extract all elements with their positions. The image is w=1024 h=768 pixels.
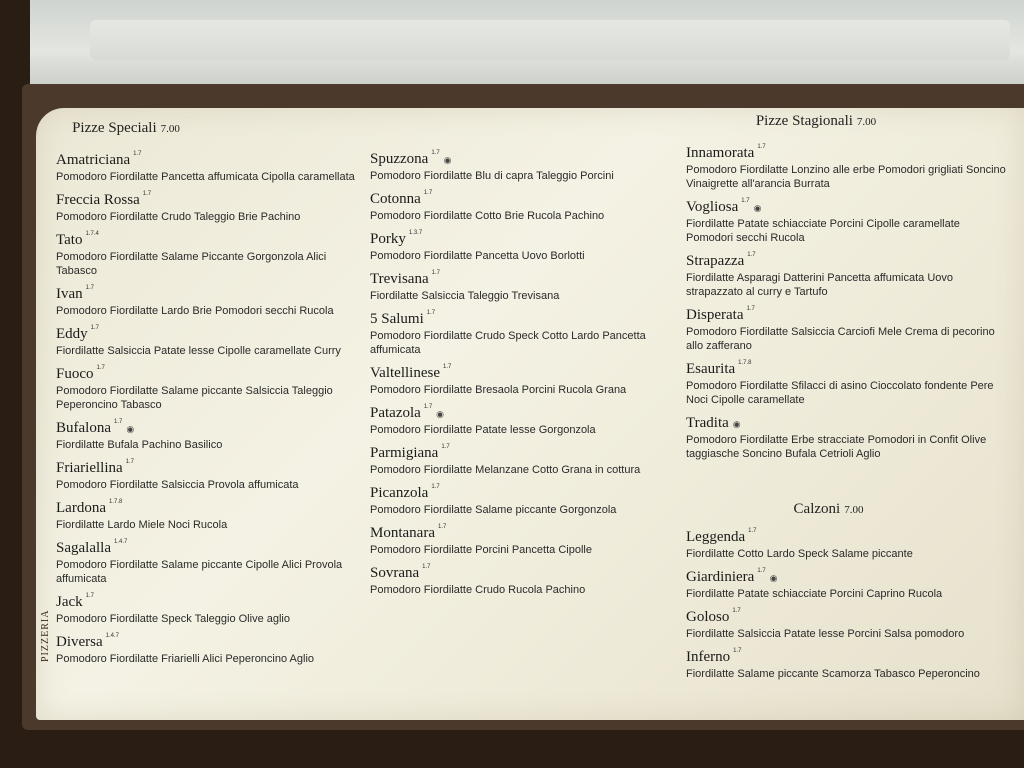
section-title-text: Calzoni [793,501,841,517]
menu-item-description: Fiordilatte Salsiccia Taleggio Trevisana [370,290,560,302]
menu-item-header [686,414,1006,432]
menu-item-header [686,360,1006,378]
allergen-codes: 1.7 [133,151,142,157]
menu-item-description: Pomodoro Fiordilatte Crudo Speck Cotto Lardo Pancetta affumicata [370,330,646,356]
side-label: PIZZERIA [40,609,51,662]
menu-item-description: Pomodoro Fiordilatte Salame piccante Cipolle Alici Provola affumicata [56,559,343,585]
allergen-codes: 1.3.7 [408,230,423,236]
menu-item-name: Disperata [686,307,744,323]
section-title-calzoni [651,501,1006,518]
allergen-codes: 1.7 [441,444,450,450]
menu-item-name: Giardiniera [686,569,755,585]
allergen-codes: 1.7 [142,191,152,197]
menu-item-name: Fuoco [56,366,94,382]
column-stagionali [686,113,1006,688]
allergen-codes: 1.4.7 [113,539,128,545]
menu-item-header [686,608,1006,626]
allergen-codes: 1.7 [423,404,433,410]
menu-item-description: Pomodoro Fiordilatte Pancetta affumicata Cipolla caramellata [56,171,355,183]
menu-item-header [56,151,356,169]
allergen-codes: 1.7 [90,325,100,331]
menu-item-description: Fiordilatte Salsiccia Patate lesse Cipolle caramellate Curry [56,345,341,357]
allergen-codes: 1.7 [732,608,741,614]
menu-item-name: Goloso [686,609,730,625]
allergen-codes: 1.7 [442,364,452,370]
menu-item-description: Fiordilatte Salsiccia Patate lesse Porcini Salsa pomodoro [686,628,965,640]
menu-item-name: Tradita [686,415,729,431]
menu-item [686,608,1006,641]
leaf-icon: ◉ [436,409,445,419]
item-list [370,150,670,597]
menu-item-description: Pomodoro Fiordilatte Friarielli Alici Peperoncino Aglio [56,653,315,665]
menu-item [370,270,670,303]
menu-item-name: Eddy [56,326,88,342]
menu-item-name: Lardona [56,500,106,516]
menu-item-header [370,444,670,462]
menu-item-description: Pomodoro Fiordilatte Lardo Brie Pomodori secchi Rucola [56,305,334,317]
menu-item-description: Fiordilatte Patate schiacciate Porcini Cipolle caramellate Pomodori secchi Rucola [686,218,960,244]
menu-item-description: Pomodoro Fiordilatte Erbe stracciate Pomodori in Confit Olive taggiasche Soncino Bufala Cetrioli Aglio [686,434,987,460]
menu-item [56,539,356,586]
menu-item-name: Patazola [370,405,421,421]
allergen-codes: 1.7 [747,252,756,258]
menu-item-description: Fiordilatte Lardo Miele Noci Rucola [56,519,228,531]
menu-item-name: Diversa [56,634,103,650]
menu-item-description: Pomodoro Fiordilatte Salame piccante Salsiccia Taleggio Peperoncino Tabasco [56,385,333,411]
allergen-codes: 1.7 [741,198,750,204]
menu-item-description: Fiordilatte Patate schiacciate Porcini Caprino Rucola [686,588,943,600]
menu-item-name: Strapazza [686,253,745,269]
menu-item-header [686,528,1006,546]
allergen-codes: 1.7 [422,564,431,570]
menu-item [56,151,356,184]
menu-item [370,524,670,557]
menu-item [370,484,670,517]
menu-item-name: Freccia Rossa [56,192,140,208]
menu-item [370,310,670,357]
allergen-codes: 1.7 [733,648,742,654]
menu-item-description: Pomodoro Fiordilatte Blu di capra Taleggio Porcini [370,170,614,182]
menu-item [686,306,1006,353]
menu-item-description: Pomodoro Fiordilatte Patate lesse Gorgonzola [370,424,596,436]
menu-item-name: Spuzzona [370,151,429,167]
leaf-icon: ◉ [753,203,762,213]
menu-item-name: Friariellina [56,460,123,476]
menu-item-name: Sovrana [370,565,420,581]
menu-item [56,633,356,666]
menu-item [686,252,1006,299]
menu-item-name: Tato [56,232,83,248]
allergen-codes: 1.7.8 [738,360,752,366]
menu-item-name: Cotonna [370,191,421,207]
menu-item [370,150,670,183]
menu-item [370,564,670,597]
section-title-text: Pizze Speciali [72,120,157,136]
menu-item [370,444,670,477]
menu-item-name: Innamorata [686,145,755,161]
menu-item-description: Fiordilatte Bufala Pachino Basilico [56,439,223,451]
menu-item-name: Jack [56,594,83,610]
allergen-codes: 1.7 [437,524,447,530]
menu-item-header [56,593,356,611]
menu-item-header [56,459,356,477]
menu-item-description: Pomodoro Fiordilatte Speck Taleggio Olive aglio [56,613,290,625]
menu-item-description: Pomodoro Fiordilatte Lonzino alle erbe Pomodori grigliati Soncino Vinaigrette all'arancia Burrata [686,164,1006,190]
section-title-stagionali [626,113,1006,130]
menu-item-header [370,564,670,582]
leaf-icon: ◉ [443,155,452,165]
allergen-codes: 1.7 [431,270,440,276]
menu-item-description: Fiordilatte Cotto Lardo Speck Salame piccante [686,548,913,560]
leaf-icon: ◉ [732,419,741,429]
menu-item-name: Bufalona [56,420,111,436]
menu-item-header [370,230,670,248]
menu-item-name: Esaurita [686,361,736,377]
column-speciali [56,120,356,673]
item-list [56,151,356,666]
menu-item-header [56,419,356,437]
menu-item-name: Trevisana [370,271,429,287]
menu-item-header [370,404,670,422]
section-title-text: Pizze Stagionali [755,113,853,129]
menu-item-name: Ivan [56,286,83,302]
page-fold [90,20,1010,60]
menu-item-description: Pomodoro Fiordilatte Cotto Brie Rucola Pachino [370,210,605,222]
menu-item-header [56,499,356,517]
section-price: 7.00 [856,116,877,128]
menu-item-name: Amatriciana [56,152,131,168]
allergen-codes: 1.7 [748,528,757,534]
menu-item [686,648,1006,681]
menu-item [686,198,1006,245]
menu-item-name: Sagalalla [56,540,111,556]
leaf-icon: ◉ [769,573,778,583]
menu-item-header [686,648,1006,666]
menu-item-header [56,365,356,383]
menu-item [56,285,356,318]
menu-item-description: Pomodoro Fiordilatte Bresaola Porcini Rucola Grana [370,384,627,396]
leaf-icon: ◉ [126,424,135,434]
menu-item [56,499,356,532]
menu-item-header [686,144,1006,162]
menu-item-header [370,190,670,208]
menu-item [370,404,670,437]
allergen-codes: 1.4.7 [105,633,120,639]
menu-item-header [686,198,1006,216]
menu-item-header [56,539,356,557]
menu-item [370,230,670,263]
allergen-codes: 1.7.4 [85,231,99,237]
menu-item-header [370,484,670,502]
menu-item-name: Leggenda [686,529,746,545]
menu-item [370,190,670,223]
menu-item-name: Montanara [370,525,435,541]
menu-item-description: Pomodoro Fiordilatte Crudo Taleggio Brie Pachino [56,211,301,223]
menu-item-name: Vogliosa [686,199,739,215]
menu-item [686,528,1006,561]
menu-item-name: Porky [370,231,406,247]
menu-item [686,568,1006,601]
menu-item-header [56,285,356,303]
menu-item-name: Picanzola [370,485,429,501]
column-middle [370,150,670,604]
menu-item-name: Inferno [686,649,731,665]
allergen-codes: 1.7 [746,306,755,312]
menu-item-name: Parmigiana [370,445,439,461]
menu-item-header [370,524,670,542]
menu-item-header [56,633,356,651]
item-list [686,144,1006,461]
menu-item [686,414,1006,461]
menu-item [686,144,1006,191]
menu-item-description: Pomodoro Fiordilatte Salsiccia Provola affumicata [56,479,299,491]
menu-item [56,191,356,224]
allergen-codes: 1.7 [85,593,94,599]
menu-item-header [686,306,1006,324]
menu-item-header [370,310,670,328]
menu-item [56,325,356,358]
menu-item-header [370,270,670,288]
section-price: 7.00 [160,123,180,135]
allergen-codes: 1.7 [431,484,440,490]
section-title-speciali [0,120,276,137]
menu-item [686,360,1006,407]
menu-item-header [370,364,670,382]
item-list [686,528,1006,681]
menu-item-description: Pomodoro Fiordilatte Pancetta Uovo Borlotti [370,250,585,262]
menu-item [56,231,356,278]
menu-item-description: Fiordilatte Asparagi Datterini Pancetta affumicata Uovo strapazzato al curry e Tartufo [686,272,953,298]
menu-item-header [686,568,1006,586]
menu-item-header [56,231,356,249]
menu-item-description: Pomodoro Fiordilatte Melanzane Cotto Grana in cottura [370,464,641,476]
allergen-codes: 1.7 [431,150,440,156]
allergen-codes: 1.7 [96,365,105,371]
allergen-codes: 1.7.8 [108,499,123,505]
menu-item [56,593,356,626]
menu-item [56,419,356,452]
menu-item-description: Pomodoro Fiordilatte Salame Piccante Gorgonzola Alici Tabasco [56,251,327,277]
menu-item [370,364,670,397]
menu-item-header [56,325,356,343]
menu-item-description: Pomodoro Fiordilatte Porcini Pancetta Cipolle [370,544,592,556]
menu-item-header [686,252,1006,270]
menu-item-description: Pomodoro Fiordilatte Crudo Rucola Pachino [370,584,586,596]
menu-item-name: 5 Salumi [370,311,424,327]
allergen-codes: 1.7 [125,459,134,465]
allergen-codes: 1.7 [423,190,433,196]
allergen-codes: 1.7 [757,144,766,150]
allergen-codes: 1.7 [757,568,766,574]
menu-item-description: Pomodoro Fiordilatte Salsiccia Carciofi Mele Crema di pecorino allo zafferano [686,326,995,352]
allergen-codes: 1.7 [113,419,123,425]
menu-item-header [56,191,356,209]
allergen-codes: 1.7 [426,310,436,316]
menu-item-description: Fiordilatte Salame piccante Scamorza Tabasco Peperoncino [686,668,980,680]
menu-item-description: Pomodoro Fiordilatte Salame piccante Gorgonzola [370,504,617,516]
menu-item [56,459,356,492]
menu-item-header [370,150,670,168]
allergen-codes: 1.7 [85,285,94,291]
section-price: 7.00 [844,504,864,516]
menu-item-description: Pomodoro Fiordilatte Sfilacci di asino Cioccolato fondente Pere Noci Cipolle caramellate [686,380,994,406]
previous-page [30,0,1024,95]
menu-item-name: Valtellinese [370,365,440,381]
menu-item [56,365,356,412]
